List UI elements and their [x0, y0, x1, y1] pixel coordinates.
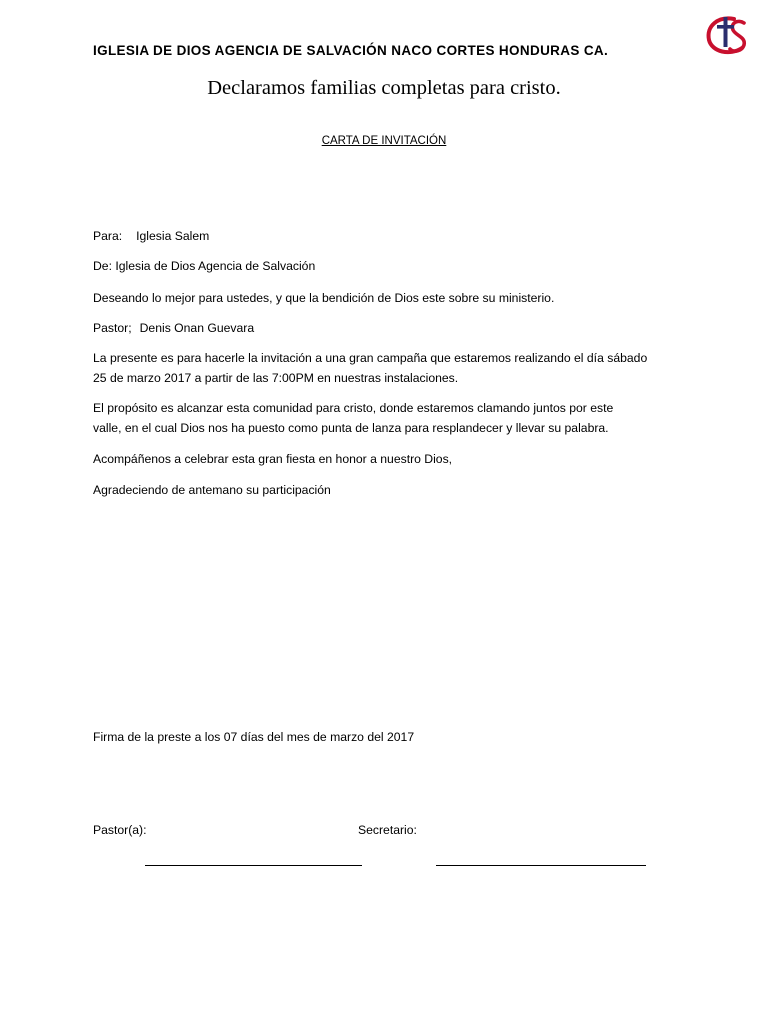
- pastor-signature-label: Pastor(a):: [93, 823, 147, 837]
- purpose-paragraph-line-1: El propósito es alcanzar esta comunidad para cristo, donde estaremos clamando juntos por este: [93, 401, 614, 415]
- signed-date-line: Firma de la preste a los 07 días del mes de marzo del 2017: [93, 730, 415, 744]
- organization-header: IGLESIA DE DIOS AGENCIA DE SALVACIÓN NACO CORTES HONDURAS CA.: [93, 43, 609, 58]
- pastor-label: Pastor;: [93, 321, 132, 335]
- secretary-signature-line: [436, 865, 646, 866]
- invitation-paragraph-line-1: La presente es para hacerle la invitación a una gran campaña que estaremos realizando el día sábado: [93, 351, 648, 365]
- church-cross-logo-icon: [704, 14, 752, 58]
- pastor-value: Denis Onan Guevara: [139, 321, 255, 335]
- recipient-value: Iglesia Salem: [136, 229, 210, 243]
- wish-line: Deseando lo mejor para ustedes, y que la bendición de Dios este sobre su ministerio.: [93, 291, 555, 305]
- pastor-line: [93, 318, 254, 338]
- recipient-label: Para:: [93, 229, 123, 243]
- celebrate-line: Acompáñenos a celebrar esta gran fiesta en honor a nuestro Dios,: [93, 452, 453, 466]
- church-motto: Declaramos familias completas para cristo.: [207, 77, 561, 99]
- recipient-line: [93, 226, 209, 246]
- letter-title: CARTA DE INVITACIÓN: [321, 135, 447, 147]
- invitation-paragraph-line-2: 25 de marzo 2017 a partir de las 7:00PM en nuestras instalaciones.: [93, 371, 459, 385]
- purpose-paragraph-line-2: valle, en el cual Dios nos ha puesto como punta de lanza para resplandecer y llevar su palabra.: [93, 421, 609, 435]
- thanks-line: Agradeciendo de antemano su participación: [93, 483, 331, 497]
- secretary-signature-label: Secretario:: [358, 823, 417, 837]
- pastor-signature-line: [145, 865, 362, 866]
- sender-line: De: Iglesia de Dios Agencia de Salvación: [93, 259, 316, 273]
